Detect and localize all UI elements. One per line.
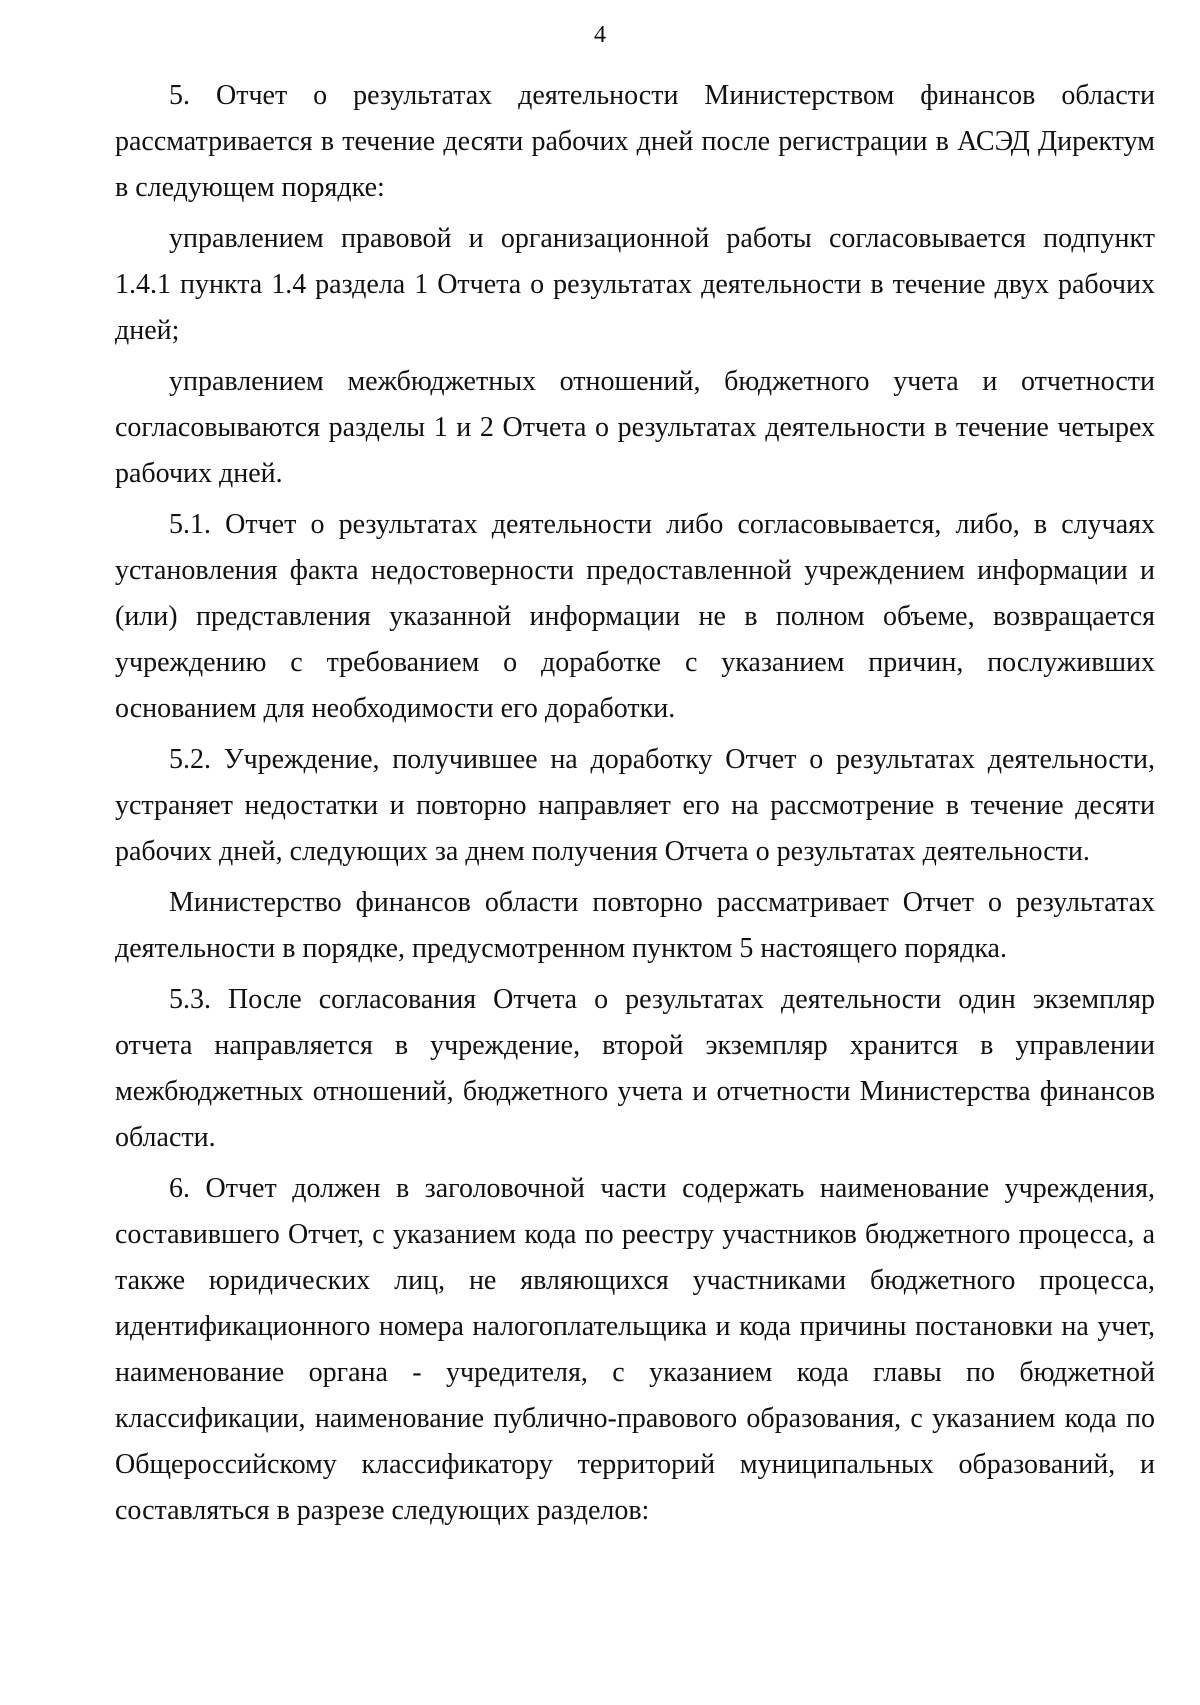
paragraph-5-budget-dept: управлением межбюджетных отношений, бюджетного учета и отчетности согласовываются разделы 1 и 2 Отчета о результатах деятельности в течение четырех рабочих дней.: [115, 366, 1155, 489]
paragraph-5-legal-dept: управлением правовой и организационной работы согласовывается подпункт 1.4.1 пункта 1.4 раздела 1 Отчета о результатах деятельности в течение двух рабочих дней;: [115, 223, 1155, 346]
paragraph-5-2: 5.2. Учреждение, получившее на доработку Отчет о результатах деятельности, устраняет недостатки и повторно направляет его на рассмотрение в течение десяти рабочих дней, следующих за днем получения Отчета о результатах деятельности.: [115, 744, 1155, 867]
paragraph-5-1: 5.1. Отчет о результатах деятельности либо согласовывается, либо, в случаях установления факта недостоверности предоставленной учреждением информации и (или) представления указанной информации не в полном объеме, возвращается учреждению с требованием о доработке с указанием причин, послуживших основанием для необходимости его доработки.: [115, 509, 1155, 724]
document-body: [115, 73, 1155, 1539]
paragraph-5-3: 5.3. После согласования Отчета о результатах деятельности один экземпляр отчета направляется в учреждение, второй экземпляр хранится в управлении межбюджетных отношений, бюджетного учета и отчетности Министерства финансов области.: [115, 984, 1155, 1153]
paragraph-5: 5. Отчет о результатах деятельности Министерством финансов области рассматривается в течение десяти рабочих дней после регистрации в АСЭД Директум в следующем порядке:: [115, 80, 1155, 203]
paragraph-5-2-review: Министерство финансов области повторно рассматривает Отчет о результатах деятельности в порядке, предусмотренном пунктом 5 настоящего порядка.: [115, 887, 1155, 964]
paragraph-6: 6. Отчет должен в заголовочной части содержать наименование учреждения, составившего Отчет, с указанием кода по реестру участников бюджетного процесса, а также юридических лиц, не являющихся участниками бюджетного процесса, идентификационного номера налогоплательщика и кода причины постановки на учет, наименование органа - учредителя, с указанием кода главы по бюджетной классификации, наименование публично-правового образования, с указанием кода по Общероссийскому классификатору территорий муниципальных образований, и составляться в разрезе следующих разделов:: [115, 1173, 1155, 1526]
page-number: 4: [594, 22, 606, 48]
